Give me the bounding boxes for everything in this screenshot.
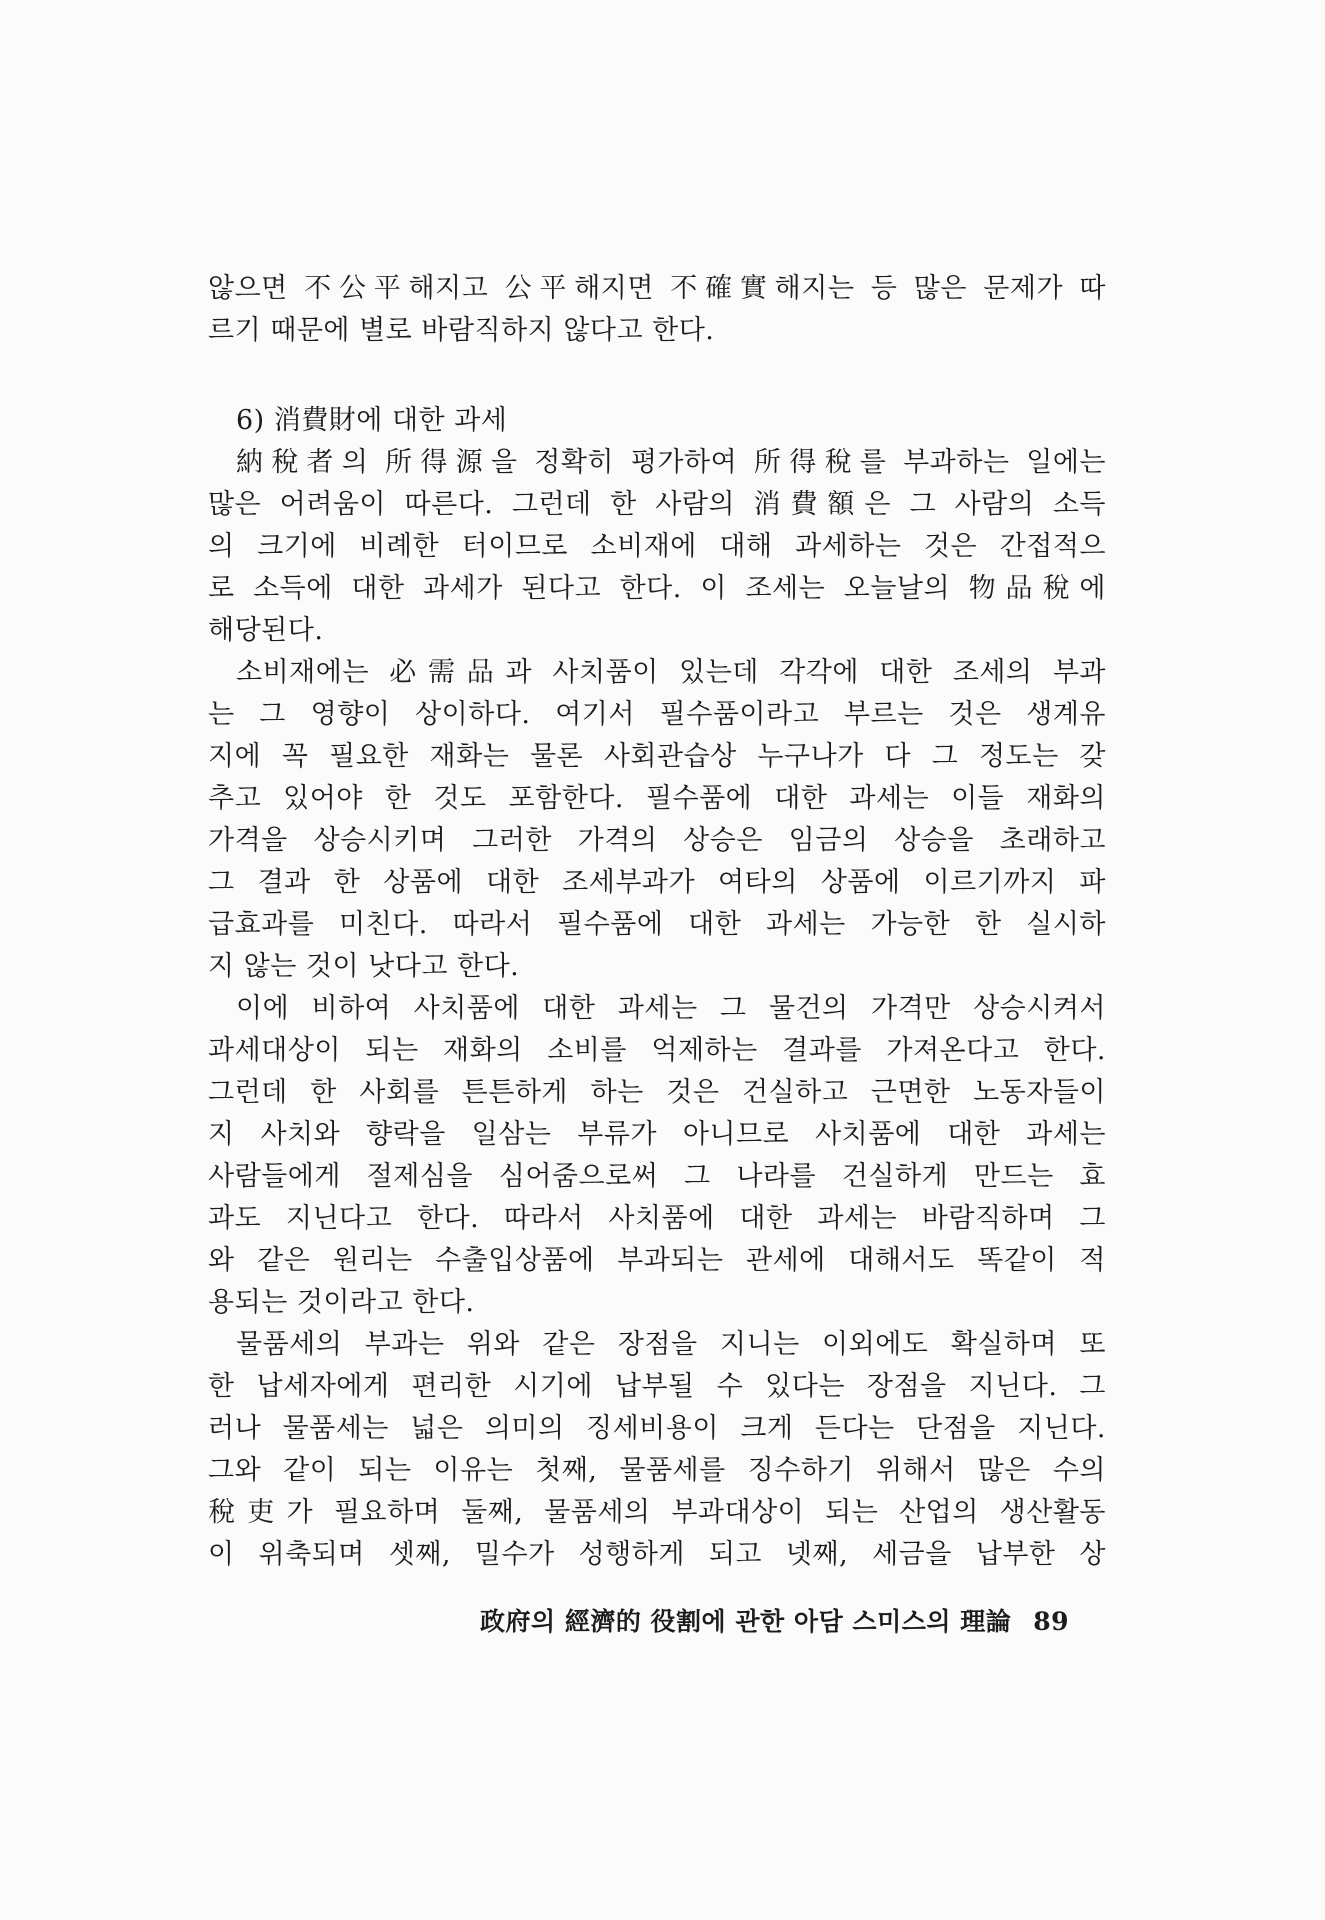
text-line: 많은 어려움이 따른다. 그런데 한 사람의 消費額은 그 사람의 소득	[208, 489, 1106, 520]
text-line: 과도 지닌다고 한다. 따라서 사치품에 대한 과세는 바람직하며 그	[208, 1203, 1106, 1234]
text-line: 지 사치와 향락을 일삼는 부류가 아니므로 사치품에 대한 과세는	[208, 1119, 1106, 1150]
text-line: 추고 있어야 한 것도 포함한다. 필수품에 대한 과세는 이들 재화의	[208, 783, 1106, 814]
text-line: 않으면 不公平해지고 公平해지면 不確實해지는 등 많은 문제가 따	[208, 273, 1106, 304]
page-number: 89	[1033, 1607, 1070, 1636]
text-line: 稅吏가 필요하며 둘째, 물품세의 부과대상이 되는 산업의 생산활동	[208, 1497, 1106, 1528]
text-line: 물품세의 부과는 위와 같은 장점을 지니는 이외에도 확실하며 또	[236, 1329, 1106, 1360]
text-line: 그런데 한 사회를 튼튼하게 하는 것은 건실하고 근면한 노동자들이	[208, 1077, 1106, 1108]
text-line: 러나 물품세는 넓은 의미의 징세비용이 크게 든다는 단점을 지닌다.	[208, 1413, 1106, 1444]
text-line: 급효과를 미친다. 따라서 필수품에 대한 과세는 가능한 한 실시하	[208, 909, 1106, 940]
paragraph	[208, 988, 1106, 1324]
text-line: 지 않는 것이 낫다고 한다.	[208, 951, 520, 982]
text-line: 와 같은 원리는 수출입상품에 부과되는 관세에 대해서도 똑같이 적	[208, 1245, 1106, 1276]
text-line: 이에 비하여 사치품에 대한 과세는 그 물건의 가격만 상승시켜서	[236, 993, 1106, 1024]
text-line: 그와 같이 되는 이유는 첫째, 물품세를 징수하기 위해서 많은 수의	[208, 1455, 1106, 1486]
section-heading: 6) 消費財에 대한 과세	[236, 405, 508, 436]
paragraph	[208, 1324, 1106, 1576]
text-line: 사람들에게 절제심을 심어줌으로써 그 나라를 건실하게 만드는 효	[208, 1161, 1106, 1192]
running-title: 政府의 經濟的 役割에 관한 아담 스미스의 理論	[480, 1607, 1012, 1636]
text-line: 納稅者의 所得源을 정확히 평가하여 所得稅를 부과하는 일에는	[236, 447, 1106, 478]
text-line: 의 크기에 비례한 터이므로 소비재에 대해 과세하는 것은 간접적으	[208, 531, 1106, 562]
paragraph	[208, 652, 1106, 988]
section-gap	[208, 352, 1106, 400]
text-line: 소비재에는 必需品과 사치품이 있는데 각각에 대한 조세의 부과	[236, 657, 1106, 688]
running-footer	[480, 1602, 1080, 1638]
text-line: 는 그 영향이 상이하다. 여기서 필수품이라고 부르는 것은 생계유	[208, 699, 1106, 730]
paragraph	[208, 442, 1106, 652]
text-line: 그 결과 한 상품에 대한 조세부과가 여타의 상품에 이르기까지 파	[208, 867, 1106, 898]
text-line: 지에 꼭 필요한 재화는 물론 사회관습상 누구나가 다 그 정도는 갖	[208, 741, 1106, 772]
text-line: 해당된다.	[208, 615, 324, 646]
text-line: 용되는 것이라고 한다.	[208, 1287, 475, 1318]
text-line: 가격을 상승시키며 그러한 가격의 상승은 임금의 상승을 초래하고	[208, 825, 1106, 856]
text-line: 르기 때문에 별로 바람직하지 않다고 한다.	[208, 315, 715, 346]
text-line: 과세대상이 되는 재화의 소비를 억제하는 결과를 가져온다고 한다.	[208, 1035, 1106, 1066]
page-body	[208, 268, 1106, 1576]
text-line: 로 소득에 대한 과세가 된다고 한다. 이 조세는 오늘날의 物品稅에	[208, 573, 1106, 604]
paragraphs	[208, 442, 1106, 1576]
text-line: 한 납세자에게 편리한 시기에 납부될 수 있다는 장점을 지닌다. 그	[208, 1371, 1106, 1402]
text-line: 이 위축되며 셋째, 밀수가 성행하게 되고 넷째, 세금을 납부한 상	[208, 1539, 1106, 1570]
